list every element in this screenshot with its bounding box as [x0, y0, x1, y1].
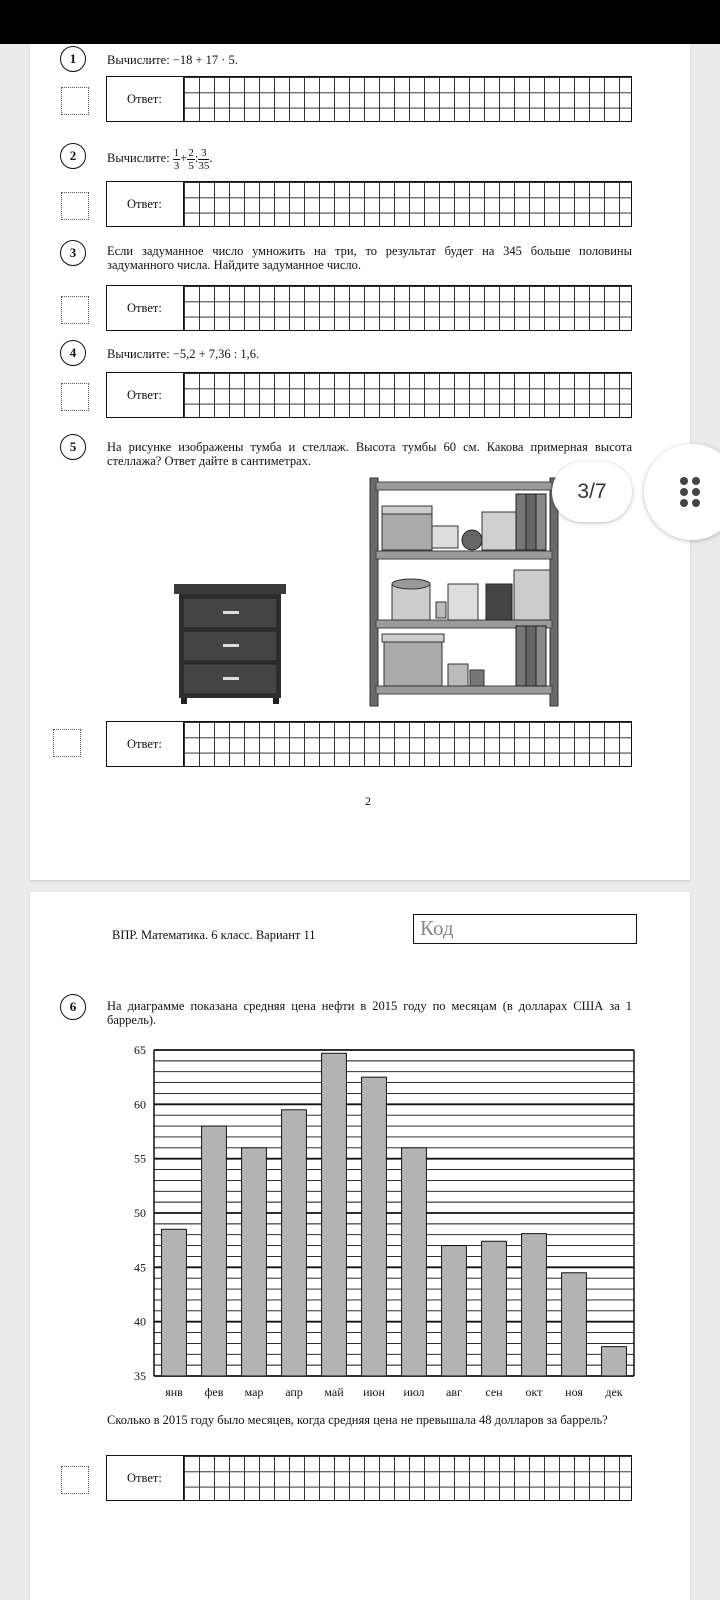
bar-сен — [482, 1241, 507, 1376]
answer-grid[interactable] — [183, 286, 631, 330]
x-tick-label: окт — [525, 1385, 543, 1399]
question-text — [107, 143, 627, 173]
operator: + — [180, 151, 188, 165]
answer-grid[interactable] — [183, 722, 631, 766]
question-number: 6 — [60, 994, 86, 1020]
furniture-illustration — [170, 474, 570, 710]
question-text: Если задуманное число умножить на три, то результат будет на 345 больше половины задуманного числа. Найдите задуманное число. — [107, 244, 632, 272]
answer-field[interactable] — [106, 181, 632, 227]
score-box — [61, 296, 89, 324]
answer-label: Ответ: — [127, 196, 162, 211]
question-number: 2 — [60, 143, 86, 169]
status-bar — [0, 0, 720, 44]
question-number: 3 — [60, 240, 86, 266]
fraction: $\frac{2}{5}$ — [188, 146, 194, 172]
bar-мар — [242, 1148, 267, 1376]
x-tick-label: июн — [363, 1385, 385, 1399]
question-text: На рисунке изображены тумба и стеллаж. Высота тумбы 60 см. Какова примерная высота стеллажа? Ответ дайте в сантиметрах. — [107, 440, 632, 468]
answer-label: Ответ: — [127, 300, 162, 315]
answer-grid[interactable] — [183, 77, 631, 121]
answer-grid[interactable] — [183, 182, 631, 226]
answer-field[interactable] — [106, 285, 632, 331]
score-box — [61, 87, 89, 115]
question-text: На диаграмме показана средняя цена нефти в 2015 году по месяцам (в долларах США за 1 баррель). — [107, 999, 632, 1027]
question-prefix: Вычислите: — [107, 151, 170, 165]
bar-янв — [162, 1229, 187, 1376]
y-tick-label: 45 — [134, 1260, 146, 1275]
bar-июн — [362, 1077, 387, 1376]
x-tick-label: июл — [403, 1385, 425, 1399]
operator: : — [194, 151, 199, 165]
y-tick-label: 35 — [134, 1369, 146, 1383]
answer-field[interactable] — [106, 76, 632, 122]
bar-фев — [202, 1126, 227, 1376]
bar-апр — [282, 1110, 307, 1376]
score-box — [61, 1466, 89, 1494]
bar-окт — [522, 1234, 547, 1376]
score-box — [61, 192, 89, 220]
document-page-3 — [30, 892, 690, 1600]
x-tick-label: май — [324, 1385, 344, 1399]
y-tick-label: 65 — [134, 1043, 146, 1057]
question-text: Сколько в 2015 году было месяцев, когда средняя цена не превышала 48 долларов за баррель? — [107, 1413, 608, 1427]
fraction: $\frac{1}{3}$ — [173, 146, 180, 172]
answer-label: Ответ: — [127, 387, 162, 402]
x-tick-label: сен — [485, 1385, 503, 1399]
answer-grid[interactable] — [183, 373, 631, 417]
bar-авг — [442, 1246, 467, 1376]
x-tick-label: фев — [204, 1385, 224, 1399]
answer-grid[interactable] — [183, 1456, 631, 1500]
y-tick-label: 50 — [134, 1206, 146, 1220]
punctuation: . — [209, 151, 213, 165]
page-number: 2 — [365, 794, 371, 808]
question-number: 1 — [60, 46, 86, 72]
y-tick-label: 40 — [134, 1314, 146, 1329]
x-tick-label: ноя — [565, 1385, 583, 1399]
x-tick-label: авг — [446, 1385, 462, 1399]
code-field[interactable]: Код — [413, 914, 637, 944]
bar-июл — [402, 1148, 427, 1376]
score-box — [61, 383, 89, 411]
page-indicator[interactable]: 3/7 — [552, 462, 632, 522]
nightstand-image — [174, 584, 286, 704]
y-tick-label: 60 — [134, 1097, 146, 1112]
grid-dots-icon-glyph — [644, 444, 720, 540]
bar-ноя — [562, 1273, 587, 1376]
answer-label: Ответ: — [127, 736, 162, 751]
bookshelf-image — [370, 478, 558, 706]
question-number: 5 — [60, 434, 86, 460]
x-tick-label: мар — [244, 1385, 264, 1399]
question-number: 4 — [60, 340, 86, 366]
answer-field[interactable] — [106, 372, 632, 418]
question-text: Вычислите: −5,2 + 7,36 : 1,6. — [107, 347, 260, 361]
answer-label: Ответ: — [127, 91, 162, 106]
x-tick-label: дек — [605, 1385, 623, 1399]
fraction: $\frac{3}{35}$ — [198, 146, 210, 172]
answer-field[interactable] — [106, 721, 632, 767]
x-tick-label: апр — [285, 1385, 303, 1399]
score-box — [53, 729, 81, 757]
document-header: ВПР. Математика. 6 класс. Вариант 11 — [112, 928, 316, 942]
oil-price-bar-chart — [110, 1042, 640, 1412]
bar-дек — [602, 1347, 627, 1376]
grid-dots-icon[interactable] — [644, 444, 720, 540]
y-tick-label: 55 — [134, 1151, 146, 1166]
answer-label: Ответ: — [127, 1470, 162, 1485]
bar-май — [322, 1053, 347, 1376]
x-tick-label: янв — [165, 1385, 183, 1399]
question-text: Вычислите: −18 + 17 · 5. — [107, 53, 238, 67]
answer-field[interactable] — [106, 1455, 632, 1501]
